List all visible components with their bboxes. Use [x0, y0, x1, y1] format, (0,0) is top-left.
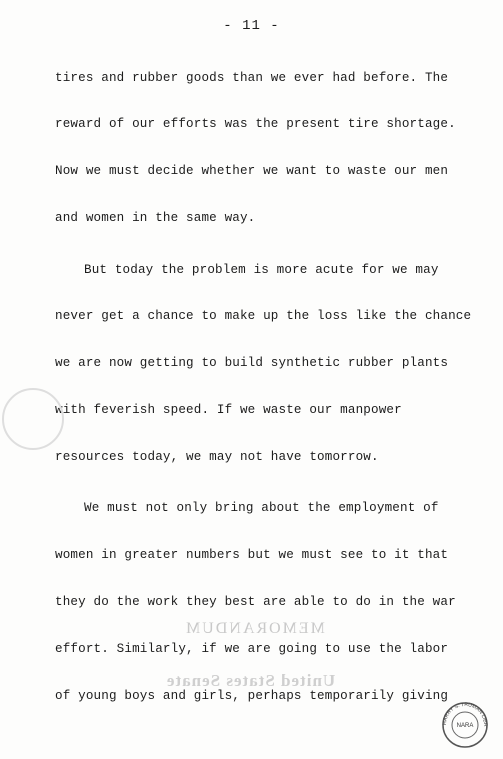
text-line-2: reward of our efforts was the present tire shortage.: [55, 117, 456, 131]
text-line-14: of young boys and girls, perhaps temporarily giving: [55, 689, 449, 703]
faint-seal-impression: [2, 388, 64, 450]
seal-center-text: NARA: [456, 723, 474, 729]
text-line-4: and women in the same way.: [55, 211, 256, 225]
text-line-3: Now we must decide whether we want to waste our men: [55, 164, 449, 178]
truman-library-seal: [436, 700, 494, 750]
text-line-11: women in greater numbers but we must see to it that: [55, 548, 449, 562]
text-line-8: with feverish speed. If we waste our manpower: [55, 403, 402, 417]
text-line-10: We must not only bring about the employment of: [84, 501, 439, 515]
text-line-12: they do the work they best are able to do in the war: [55, 595, 456, 609]
text-line-1: tires and rubber goods than we ever had before. The: [55, 71, 449, 85]
text-line-6: never get a chance to make up the loss like the chance: [55, 309, 472, 323]
page-number: - 11 -: [223, 18, 280, 34]
text-line-5: But today the problem is more acute for we may: [84, 263, 439, 277]
text-line-7: we are now getting to build synthetic rubber plants: [55, 356, 449, 370]
seal-ring-text: HARRY S. TRUMAN LIBR: [441, 701, 489, 727]
memorandum-bleedthrough: MEMORANDUM: [184, 620, 325, 637]
text-line-13: effort. Similarly, if we are going to use the labor: [55, 642, 449, 656]
senate-letterhead-bleedthrough: United States Senate: [166, 671, 336, 690]
text-line-9: resources today, we may not have tomorrow.: [55, 450, 379, 464]
